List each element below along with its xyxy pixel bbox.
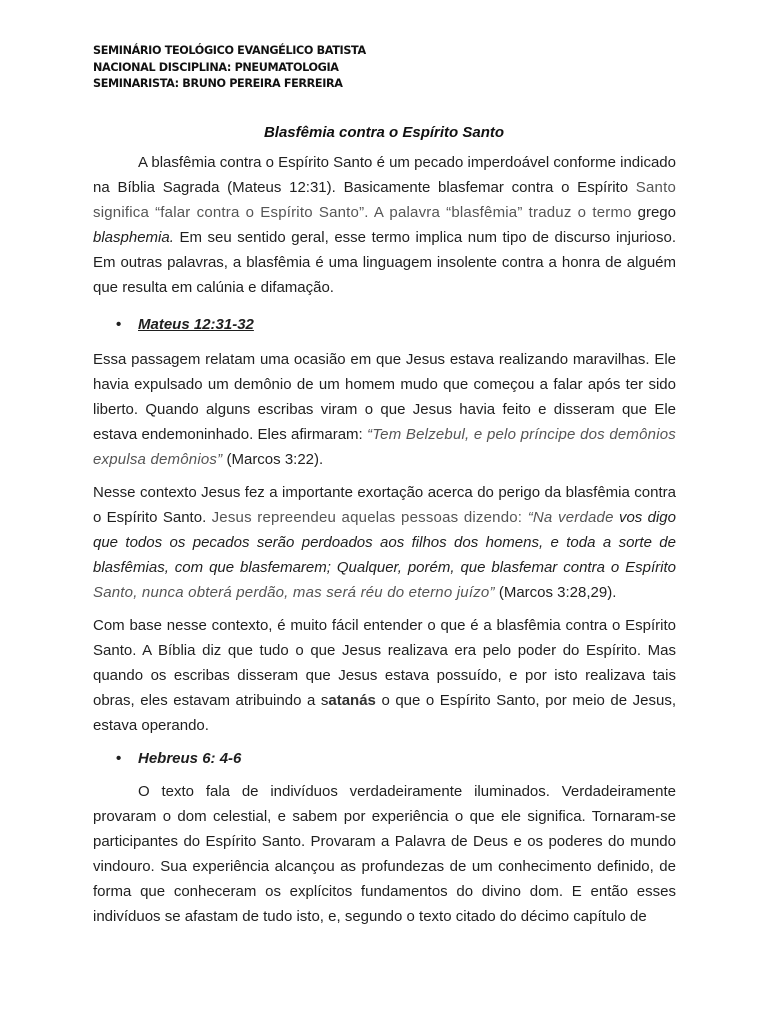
paragraph-hebreus: O texto fala de indivíduos verdadeiramente iluminados. Verdadeiramente provaram o dom celestial, e sabem por experiência o que ele significa. Tornaram-se participantes do Espírito Santo. Provaram a Palavra de Deus e os poderes do mundo vindouro. Sua experiência alcançou as profundezas de um conhecimento definido, de forma que conheceram os explícitos fundamentos do divino dom. E então esses indivíduos se afastam de tudo isto, e, segundo o texto citado do décimo capítulo de <box>93 783 676 925</box>
paragraph-context-ref: (Marcos 3:28,29). <box>494 584 617 601</box>
paragraph-explanation-link: atanás <box>328 692 376 709</box>
bullet-marker: • <box>116 750 122 767</box>
bullet-mateus <box>93 312 676 337</box>
document-title: Blasfêmia contra o Espírito Santo <box>263 124 505 141</box>
paragraph-context <box>93 480 676 605</box>
header-line-discipline: NACIONAL DISCIPLINA: PNEUMATOLOGIA <box>93 60 339 74</box>
paragraph-mateus-quote: “Tem Belzebul, e pelo príncipe dos demônios expulsa demônios” <box>93 426 676 468</box>
header-line-institution: SEMINÁRIO TEOLÓGICO EVANGÉLICO BATISTA <box>93 44 366 57</box>
paragraph-intro-text-e: Em seu sentido geral, esse termo implica num tipo de discurso injurioso. Em outras palavras, a blasfêmia é uma linguagem insolente contra a honra de alguém que resulta em calúnia e difamação. <box>93 229 676 296</box>
paragraph-intro-term: blasphemia. <box>93 229 174 246</box>
paragraph-intro-text-b: Santo significa “falar contra o Espírito Santo”. A palavra “blasfêmia” traduz o termo <box>93 179 676 221</box>
paragraph-intro-text-c: grego <box>631 204 676 221</box>
paragraph-explanation-text-c: o que o Espírito Santo, por meio de Jesus, estava operando. <box>93 692 676 734</box>
document-body <box>93 150 676 929</box>
paragraph-context-text-a: Nesse contexto Jesus fez a importante exortação acerca do perigo da blasfêmia contra o Espírito Santo. <box>93 484 676 526</box>
paragraph-explanation-text-a: Com base nesse contexto, é muito fácil entender o que é a blasfêmia contra o Espírito Santo. A Bíblia diz que tudo o que Jesus realizava era pelo poder do Espírito. Mas quando os escribas disseram que Jesus estava possuído, e por isto realizava tais obras, eles estavam atribuindo a s <box>93 617 676 709</box>
paragraph-context-quote: vos digo que todos os pecados serão perdoados aos filhos dos homens, e toda a sorte de blasfêmias, com que blasfemarem; Qualquer, porém, que blasfemar contra o Espírito <box>93 509 676 576</box>
paragraph-intro <box>93 150 676 300</box>
paragraph-explanation <box>93 613 676 738</box>
paragraph-mateus-text-a: Essa passagem relatam uma ocasião em que Jesus estava realizando maravilhas. Ele havia expulsado um demônio de um homem mudo que começou a falar após ter sido liberto. Quando alguns escribas viram o que Jesus havia feito e disseram que Ele estava endemoninhado. Eles afirmaram: <box>93 351 676 443</box>
paragraph-context-quote-end: Santo, nunca obterá perdão, mas será réu do eterno juízo” <box>93 584 495 601</box>
paragraph-mateus-ref: (Marcos 3:22). <box>222 451 324 468</box>
bullet-hebreus-label: Hebreus 6: 4-6 <box>138 750 242 767</box>
bullet-hebreus <box>93 746 676 771</box>
paragraph-context-quote-start: “Na verdade <box>527 509 614 526</box>
bullet-marker: • <box>116 316 122 333</box>
paragraph-intro-text-a: A blasfêmia contra o Espírito Santo é um pecado imperdoável conforme indicado na Bíblia Sagrada (Mateus 12:31). Basicamente blasfemar contra o Espírito <box>93 154 676 196</box>
paragraph-mateus <box>93 347 676 472</box>
bullet-mateus-label: Mateus 12:31-32 <box>138 316 254 333</box>
paragraph-context-text-b: Jesus repreendeu aquelas pessoas dizendo: <box>211 509 528 526</box>
header-line-student: SEMINARISTA: BRUNO PEREIRA FERREIRA <box>93 77 343 90</box>
document-header <box>93 43 366 93</box>
